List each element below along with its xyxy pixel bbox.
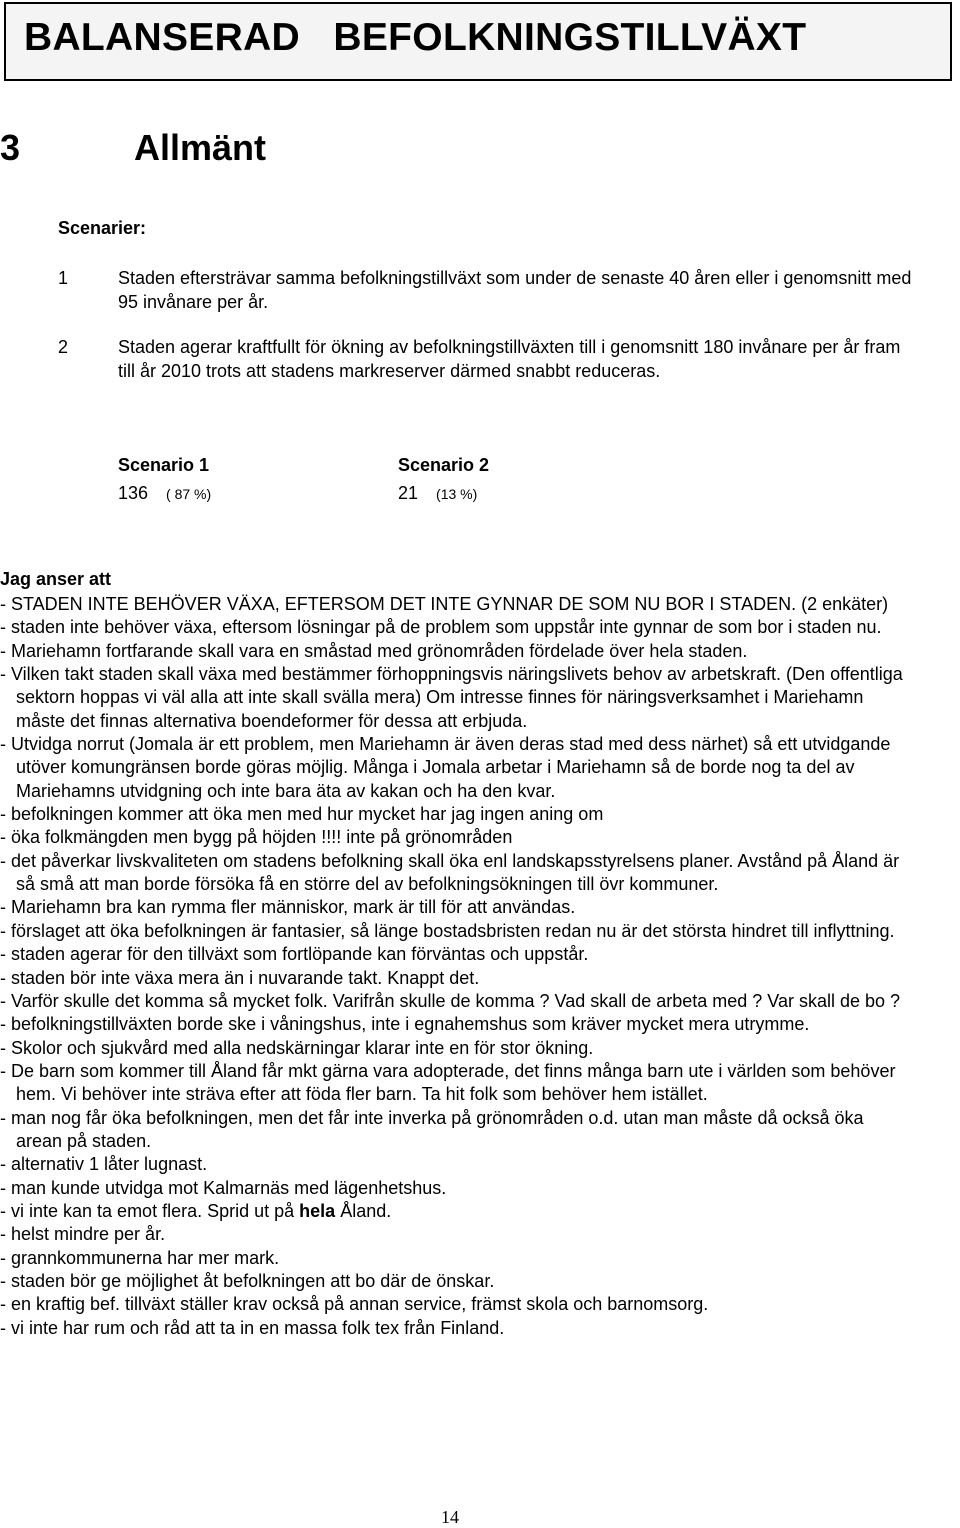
- list-item: - alternativ 1 låter lugnast.: [0, 1154, 208, 1175]
- list-item: - förslaget att öka befolkningen är fantasier, så länge bostadsbristen redan nu är det största hindret till inflyttning.: [0, 920, 895, 941]
- list-item: - man nog får öka befolkningen, men det får inte inverka på grönområden o.d. utan man måste då också öka arean på staden.: [0, 1107, 864, 1151]
- list-item: - en kraftig bef. tillväxt ställer krav också på annan service, främst skola och barnomsorg.: [0, 1294, 709, 1315]
- list-item: - De barn som kommer till Åland får mkt gärna vara adopterade, det finns många barn ute i världen som behöver hem. Vi behöver inte sträva efter att föda fler barn. Ta hit folk som behöver hem istället.: [0, 1060, 896, 1105]
- scenario-text: Staden eftersträvar samma befolkningstillväxt som under de senaste 40 åren eller i genomsnitt med 95 invånare per år.: [118, 268, 912, 312]
- list-item: - det påverkar livskvaliteten om stadens befolkning skall öka enl landskapsstyrelsens planer. Avstånd på Åland är så små att man borde försöka få en större del av befolkningsökningen till övr kommuner.: [0, 850, 900, 895]
- scenario-result-percent: (13 %): [436, 486, 478, 502]
- list-item: - man kunde utvidga mot Kalmarnäs med lägenhetshus.: [0, 1177, 447, 1198]
- list-item: - grannkommunerna har mer mark.: [0, 1247, 280, 1268]
- scenario-result-count: 136: [118, 483, 149, 503]
- list-item: - staden inte behöver växa, eftersom lösningar på de problem som uppstår inte gynnar de som bor i staden nu.: [0, 617, 882, 638]
- list-item: - vi inte kan ta emot flera. Sprid ut på hela Åland.: [0, 1200, 392, 1221]
- scenario-result-label: Scenario 2: [398, 455, 490, 475]
- scenario-result-count: 21: [398, 483, 419, 503]
- list-item: - Skolor och sjukvård med alla nedskärningar klarar inte en för stor ökning.: [0, 1037, 594, 1058]
- list-item: - staden bör inte växa mera än i nuvarande takt. Knappt det.: [0, 967, 480, 988]
- list-item: - Mariehamn fortfarande skall vara en småstad med grönområden fördelade över hela staden.: [0, 640, 748, 661]
- list-item: - Vilken takt staden skall växa med bestämmer förhoppningsvis näringslivets behov av arbetskraft. (Den offentliga sektorn hoppas vi väl alla att inte skall svälla mera) Om intresse finnes för näringsverksamhet i Mariehamn måste det finnas alternativa boendeformer för dessa att erbjuda.: [0, 664, 903, 731]
- list-item: - Mariehamn bra kan rymma fler människor, mark är till för att användas.: [0, 897, 576, 918]
- list-item: - helst mindre per år.: [0, 1224, 166, 1245]
- scenario-text: Staden agerar kraftfullt för ökning av befolkningstillväxten till i genomsnitt 180 invånare per år fram till år 2010 trots att stadens markreserver därmed snabbt reduceras.: [118, 337, 901, 381]
- scenarios-heading: Scenarier:: [58, 218, 147, 238]
- opinions-heading: Jag anser att: [0, 569, 112, 589]
- list-item: - Varför skulle det komma så mycket folk. Varifrån skulle de komma ? Vad skall de arbeta med ? Var skall de bo ?: [0, 990, 901, 1011]
- list-item: - Utvidga norrut (Jomala är ett problem, men Mariehamn är även deras stad med dess närhet) så ett utvidgande utöver komungränsen borde göras möjlig. Många i Jomala arbetar i Mariehamn så de borde nog ta del av Mariehamns utvidgning och inte bara äta av kakan och ha den kvar.: [0, 734, 891, 801]
- list-item: - STADEN INTE BEHÖVER VÄXA, EFTERSOM DET INTE GYNNAR DE SOM NU BOR I STADEN. (2 enkäter): [0, 594, 889, 614]
- list-item: - staden agerar för den tillväxt som fortlöpande kan förväntas och uppstår.: [0, 944, 589, 965]
- section-title: Allmänt: [134, 127, 267, 168]
- scenario-result-percent: ( 87 %): [166, 486, 212, 502]
- scenario-number: 2: [58, 337, 69, 357]
- scenario-result: [118, 453, 211, 506]
- list-item: - befolkningen kommer att öka men med hur mycket har jag ingen aning om: [0, 804, 604, 825]
- list-item: - befolkningstillväxten borde ske i våningshus, inte i egnahemshus som kräver mycket mera utrymme.: [0, 1014, 810, 1035]
- list-item: - vi inte har rum och råd att ta in en massa folk tex från Finland.: [0, 1317, 505, 1338]
- document-title-box: [4, 2, 952, 81]
- scenario-result-value: [118, 481, 211, 506]
- list-item: - öka folkmängden men bygg på höjden !!!! inte på grönområden: [0, 827, 513, 848]
- page-number: 14: [441, 1507, 459, 1527]
- scenario-result: [398, 453, 489, 506]
- document-title: BALANSERAD BEFOLKNINGSTILLVÄXT: [24, 16, 807, 59]
- scenario-number: 1: [58, 268, 69, 288]
- scenario-result-label: Scenario 1: [118, 455, 210, 475]
- scenario-result-value: [398, 481, 489, 506]
- opinions-list: [0, 593, 905, 1340]
- scenario-item: [58, 266, 918, 314]
- list-item: - staden bör ge möjlighet åt befolkningen att bo där de önskar.: [0, 1270, 495, 1291]
- section-number: 3: [0, 127, 21, 168]
- scenario-item: [58, 335, 918, 383]
